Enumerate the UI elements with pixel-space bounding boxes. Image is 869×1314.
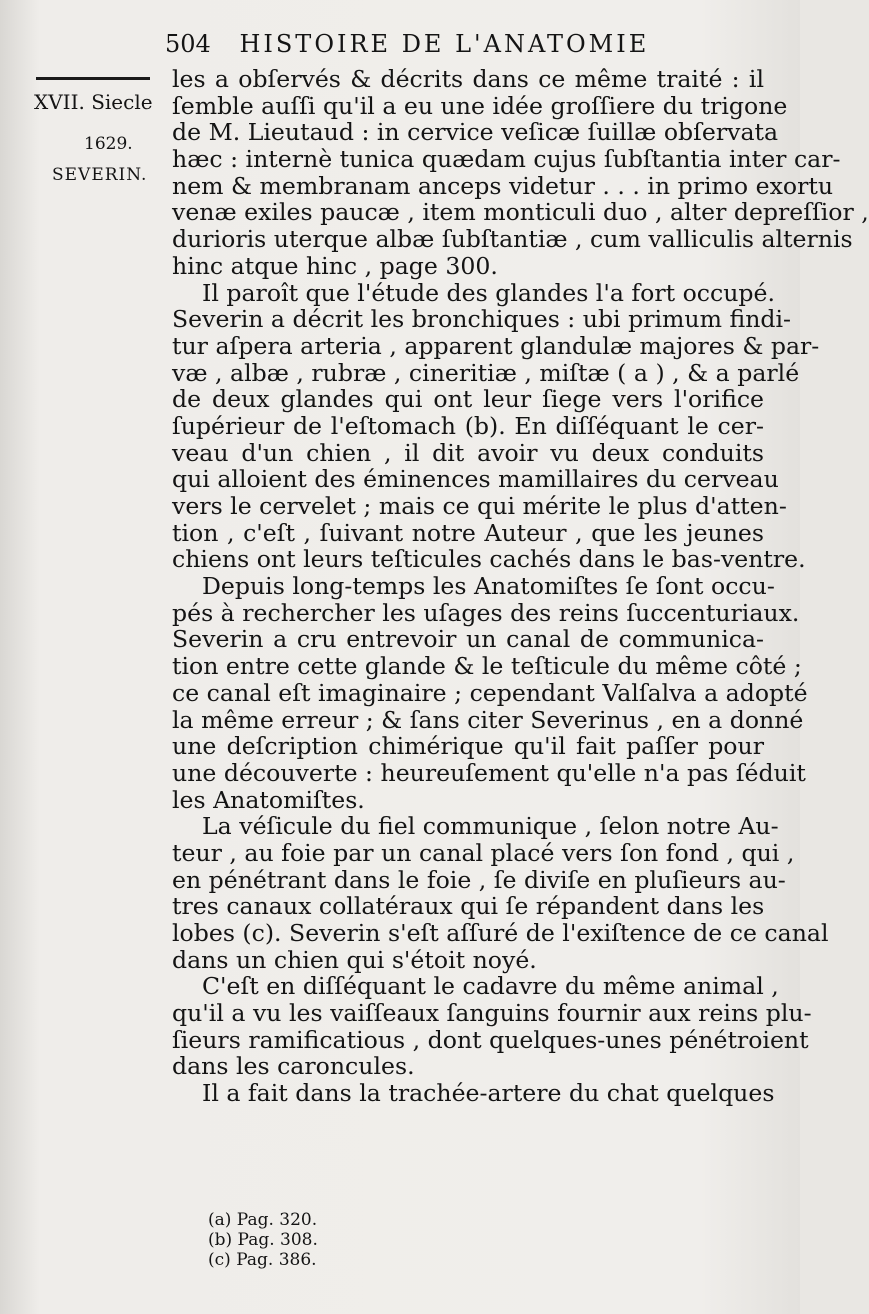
body-line: la même erreur ; & ſans citer Severinus , en a donné xyxy=(172,705,804,734)
body-line: durioris uterque albæ ſubſtantiæ , cum valliculis alternis xyxy=(172,225,853,254)
body-line: de M. Lieutaud : in cervice veſicæ ſuillæ obſervata xyxy=(172,118,779,147)
body-line: ſieurs ramificatious , dont quelques-unes pénétroient xyxy=(172,1025,809,1054)
body-line: nem & membranam anceps videtur . . . in primo exortu xyxy=(172,171,834,200)
body-line: tion , c'eſt , ſuivant notre Auteur , que les jeunes xyxy=(172,518,764,547)
margin-note-century: XVII. Siecle xyxy=(34,90,153,114)
margin-rule xyxy=(36,77,150,80)
margin-note-year: 1629. xyxy=(84,134,133,154)
page-number: 504 xyxy=(165,30,211,58)
body-text xyxy=(172,65,869,1108)
body-line: ſemble auſſi qu'il a eu une idée groſſiere du trigone xyxy=(172,91,788,120)
body-line: pés à rechercher les uſages des reins ſuccenturiaux. xyxy=(172,598,800,627)
body-line: dans un chien qui s'étoit noyé. xyxy=(172,945,537,974)
page-header xyxy=(165,30,775,58)
footnote: (b) Pag. 308. xyxy=(208,1230,318,1250)
body-line: Depuis long-temps les Anatomiſtes ſe ſont occu- xyxy=(202,572,775,601)
body-line: tion entre cette glande & le teſticule du même côté ; xyxy=(172,652,802,681)
body-line: Severin a décrit les bronchiques : ubi primum findi- xyxy=(172,305,792,334)
body-line: tur aſpera arteria , apparent glandulæ majores & par- xyxy=(172,331,820,360)
body-line: les a obſervés & décrits dans ce même traité : il xyxy=(172,65,764,93)
body-line: tres canaux collatéraux qui ſe répandent dans les xyxy=(172,892,765,921)
body-line: Il paroît que l'étude des glandes l'a fort occupé. xyxy=(202,278,775,307)
footnotes xyxy=(208,1210,318,1270)
body-line: Il a fait dans la trachée-artere du chat quelques xyxy=(202,1079,775,1108)
footnote: (c) Pag. 386. xyxy=(208,1250,317,1270)
footnote: (a) Pag. 320. xyxy=(208,1210,318,1230)
body-line: ce canal eſt imaginaire ; cependant Valſalva a adopté xyxy=(172,678,808,707)
body-line: ſupérieur de l'eſtomach (b). En diſſéquant le cer- xyxy=(172,411,764,440)
body-line: dans les caroncules. xyxy=(172,1052,415,1081)
body-line: les Anatomiſtes. xyxy=(172,785,365,814)
body-line: veau d'un chien , il dit avoir vu deux conduits xyxy=(172,438,764,467)
body-line: La véſicule du fiel communique , ſelon notre Au- xyxy=(202,812,779,841)
body-line: teur , au foie par un canal placé vers ſon fond , qui , xyxy=(172,838,795,867)
body-line: vers le cervelet ; mais ce qui mérite le plus d'atten- xyxy=(172,492,787,520)
body-line: une deſcription chimérique qu'il fait paſſer pour xyxy=(172,732,764,761)
body-line: hæc : internè tunica quædam cujus ſubſtantia inter car- xyxy=(172,145,841,174)
body-line: de deux glandes qui ont leur ſiege vers l'orifice xyxy=(172,385,764,414)
running-title: HISTOIRE DE L'ANATOMIE xyxy=(239,30,650,58)
body-line: hinc atque hinc , page 300. xyxy=(172,251,498,280)
body-line: væ , albæ , rubræ , cineritiæ , miſtæ ( a ) , & a parlé xyxy=(172,358,800,387)
body-line: qu'il a vu les vaiſſeaux ſanguins fournir aux reins plu- xyxy=(172,999,812,1028)
body-line: qui alloient des éminences mamillaires du cerveau xyxy=(172,465,779,494)
body-line: Severin a cru entrevoir un canal de communica- xyxy=(172,625,764,654)
body-line: C'eſt en diſſéquant le cadavre du même animal , xyxy=(202,972,779,1001)
body-line: lobes (c). Severin s'eſt aſſuré de l'exiſtence de ce canal xyxy=(172,919,829,947)
body-line: une découverte : heureuſement qu'elle n'a pas ſéduit xyxy=(172,758,806,787)
margin-note-name: SEVERIN. xyxy=(52,165,148,185)
body-line: venæ exiles paucæ , item monticuli duo , alter depreſſior , xyxy=(172,198,869,227)
body-line: en pénétrant dans le foie , ſe diviſe en pluſieurs au- xyxy=(172,865,786,894)
body-line: chiens ont leurs teſticules cachés dans le bas-ventre. xyxy=(172,545,806,574)
